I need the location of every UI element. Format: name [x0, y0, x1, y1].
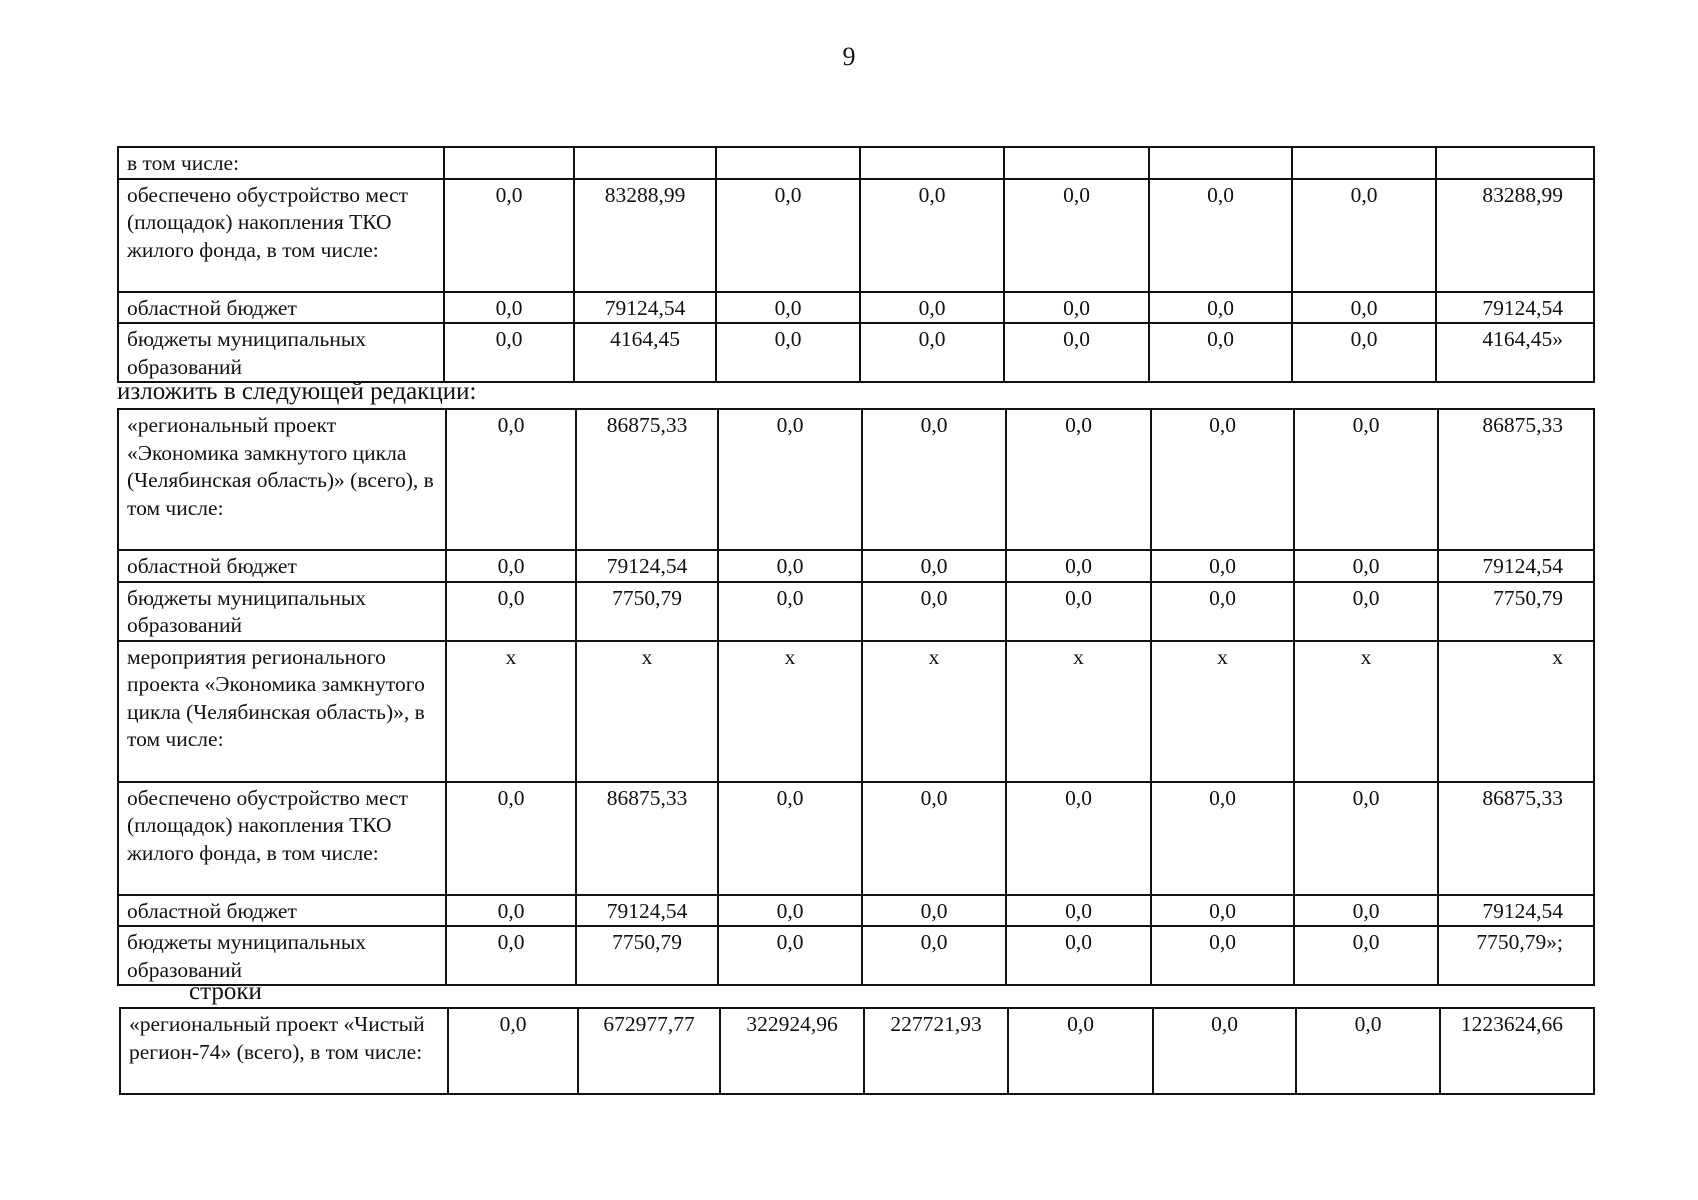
row-label: «региональный проект «Чистый регион-74» (всего), в том числе:: [120, 1008, 448, 1094]
value-cell: 0,0: [1006, 782, 1151, 895]
total-cell: 83288,99: [1436, 179, 1594, 292]
value-cell: 0,0: [716, 179, 860, 292]
value-cell: 0,0: [718, 582, 862, 641]
value-cell: [1292, 147, 1436, 179]
value-cell: 0,0: [862, 895, 1006, 927]
value-cell: [716, 147, 860, 179]
value-cell: 0,0: [1292, 292, 1436, 324]
value-cell: 0,0: [444, 323, 574, 382]
table-row: [118, 582, 1594, 641]
value-cell: x: [1151, 641, 1294, 782]
table-row: [118, 782, 1594, 895]
value-cell: 4164,45: [574, 323, 716, 382]
value-cell: 0,0: [448, 1008, 578, 1094]
total-cell: 79124,54: [1438, 550, 1594, 582]
value-cell: 0,0: [1294, 582, 1438, 641]
value-cell: 0,0: [446, 582, 576, 641]
table-row: [118, 292, 1594, 324]
value-cell: [574, 147, 716, 179]
page-number: 9: [842, 42, 856, 71]
value-cell: 0,0: [446, 782, 576, 895]
row-label: в том числе:: [118, 147, 444, 179]
total-cell: 4164,45»: [1436, 323, 1594, 382]
table-row: [118, 641, 1594, 782]
value-cell: x: [862, 641, 1006, 782]
total-cell: 79124,54: [1438, 895, 1594, 927]
value-cell: 0,0: [862, 782, 1006, 895]
value-cell: 0,0: [862, 582, 1006, 641]
value-cell: 0,0: [1151, 550, 1294, 582]
budget-table-new: [117, 408, 1595, 986]
table-row: [118, 926, 1594, 985]
value-cell: 0,0: [1004, 292, 1149, 324]
table-row: [118, 323, 1594, 382]
value-cell: 0,0: [860, 179, 1004, 292]
row-label: мероприятия регионального проекта «Экономика замкнутого цикла (Челябинская область)», в том числе:: [118, 641, 446, 782]
value-cell: 0,0: [1151, 926, 1294, 985]
value-cell: 0,0: [446, 550, 576, 582]
value-cell: 0,0: [718, 782, 862, 895]
value-cell: x: [576, 641, 718, 782]
table-row: [118, 147, 1594, 179]
value-cell: 0,0: [1008, 1008, 1153, 1094]
value-cell: 0,0: [862, 926, 1006, 985]
total-cell: 7750,79»;: [1438, 926, 1594, 985]
value-cell: 0,0: [716, 323, 860, 382]
value-cell: x: [446, 641, 576, 782]
budget-table-old: [117, 146, 1595, 383]
value-cell: 0,0: [1151, 582, 1294, 641]
total-cell: [1436, 147, 1594, 179]
value-cell: x: [718, 641, 862, 782]
value-cell: 0,0: [1294, 926, 1438, 985]
value-cell: 83288,99: [574, 179, 716, 292]
value-cell: 0,0: [1296, 1008, 1440, 1094]
value-cell: 0,0: [1151, 782, 1294, 895]
value-cell: 0,0: [1294, 550, 1438, 582]
table-row: [118, 179, 1594, 292]
total-cell: 86875,33: [1438, 782, 1594, 895]
total-cell: 79124,54: [1436, 292, 1594, 324]
value-cell: 0,0: [1006, 895, 1151, 927]
value-cell: 79124,54: [576, 895, 718, 927]
value-cell: 0,0: [1151, 895, 1294, 927]
value-cell: 0,0: [1294, 409, 1438, 550]
value-cell: 0,0: [444, 179, 574, 292]
table-row: [120, 1008, 1594, 1094]
value-cell: 0,0: [1004, 179, 1149, 292]
value-cell: 0,0: [1149, 323, 1292, 382]
value-cell: 0,0: [1294, 782, 1438, 895]
value-cell: 0,0: [1292, 179, 1436, 292]
value-cell: 0,0: [718, 926, 862, 985]
value-cell: x: [1006, 641, 1151, 782]
value-cell: 0,0: [446, 926, 576, 985]
row-label: обеспечено обустройство мест (площадок) накопления ТКО жилого фонда, в том числе:: [118, 782, 446, 895]
row-label: обеспечено обустройство мест (площадок) накопления ТКО жилого фонда, в том числе:: [118, 179, 444, 292]
value-cell: 0,0: [862, 550, 1006, 582]
table-row: [118, 550, 1594, 582]
value-cell: 0,0: [1292, 323, 1436, 382]
value-cell: 0,0: [1153, 1008, 1296, 1094]
heading-rows: строки: [189, 978, 262, 1005]
value-cell: 0,0: [718, 895, 862, 927]
heading-new-edition: изложить в следующей редакции:: [117, 378, 477, 405]
value-cell: 0,0: [1006, 926, 1151, 985]
value-cell: 227721,93: [864, 1008, 1008, 1094]
value-cell: 86875,33: [576, 782, 718, 895]
value-cell: 0,0: [860, 292, 1004, 324]
value-cell: 0,0: [718, 409, 862, 550]
value-cell: [860, 147, 1004, 179]
value-cell: 0,0: [860, 323, 1004, 382]
value-cell: 0,0: [446, 409, 576, 550]
value-cell: 0,0: [1006, 582, 1151, 641]
value-cell: 672977,77: [578, 1008, 720, 1094]
total-cell: 7750,79: [1438, 582, 1594, 641]
row-label: бюджеты муниципальных образований: [118, 323, 444, 382]
value-cell: [1004, 147, 1149, 179]
value-cell: 0,0: [716, 292, 860, 324]
row-label: областной бюджет: [118, 550, 446, 582]
value-cell: [1149, 147, 1292, 179]
row-label: бюджеты муниципальных образований: [118, 926, 446, 985]
value-cell: 0,0: [1149, 179, 1292, 292]
value-cell: 7750,79: [576, 582, 718, 641]
row-label: областной бюджет: [118, 292, 444, 324]
value-cell: 0,0: [862, 409, 1006, 550]
value-cell: 0,0: [1149, 292, 1292, 324]
table-row: [118, 409, 1594, 550]
value-cell: 79124,54: [574, 292, 716, 324]
total-cell: x: [1438, 641, 1594, 782]
value-cell: 79124,54: [576, 550, 718, 582]
total-cell: 1223624,66: [1440, 1008, 1594, 1094]
value-cell: 86875,33: [576, 409, 718, 550]
value-cell: 0,0: [1004, 323, 1149, 382]
value-cell: 0,0: [1006, 409, 1151, 550]
value-cell: [444, 147, 574, 179]
value-cell: 0,0: [444, 292, 574, 324]
budget-table-rows: [119, 1007, 1595, 1095]
row-label: бюджеты муниципальных образований: [118, 582, 446, 641]
total-cell: 86875,33: [1438, 409, 1594, 550]
value-cell: 0,0: [446, 895, 576, 927]
value-cell: 0,0: [718, 550, 862, 582]
row-label: «региональный проект «Экономика замкнутого цикла (Челябинская область)» (всего), в том числе:: [118, 409, 446, 550]
value-cell: x: [1294, 641, 1438, 782]
value-cell: 322924,96: [720, 1008, 864, 1094]
table-row: [118, 895, 1594, 927]
value-cell: 0,0: [1006, 550, 1151, 582]
row-label: областной бюджет: [118, 895, 446, 927]
value-cell: 0,0: [1151, 409, 1294, 550]
value-cell: 0,0: [1294, 895, 1438, 927]
value-cell: 7750,79: [576, 926, 718, 985]
